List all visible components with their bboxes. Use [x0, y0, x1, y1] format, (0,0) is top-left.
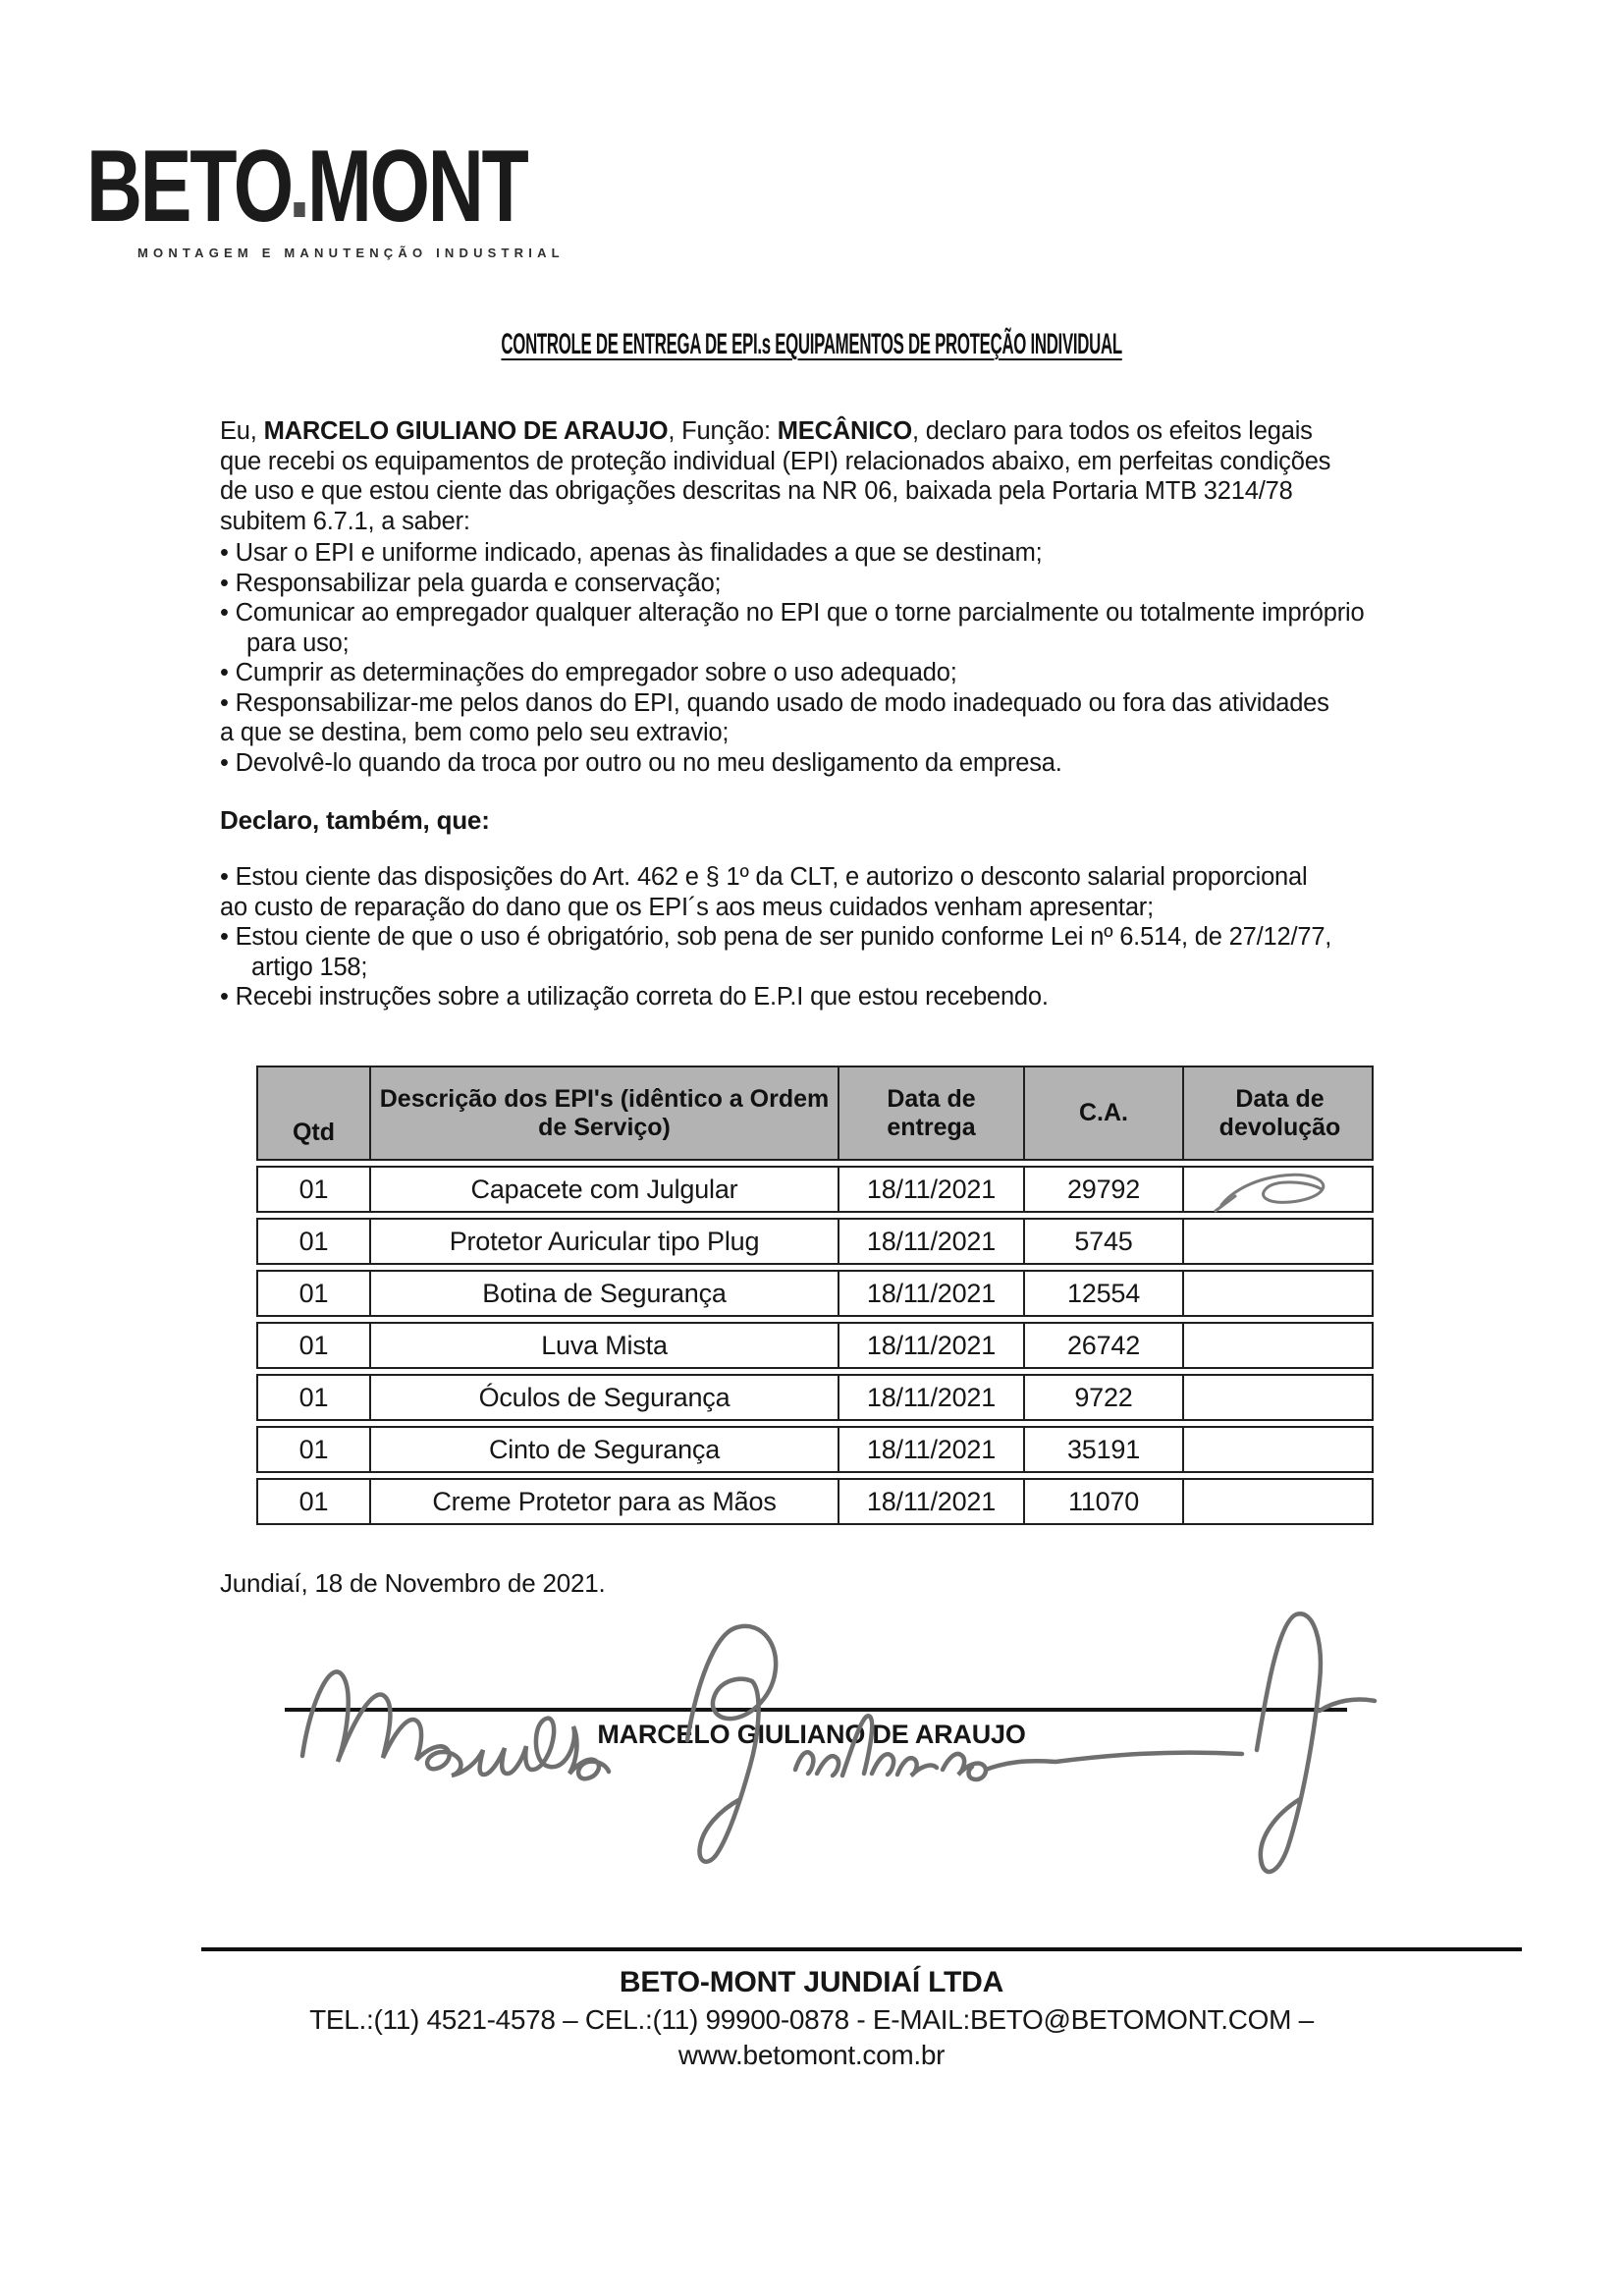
declaration-item-continuation: artigo 158; — [251, 953, 368, 981]
declaration-item: • Estou ciente das disposições do Art. 462 e § 1º da CLT, e autorizo o desconto salarial proporcional — [220, 863, 1308, 891]
cell-devolucao — [1184, 1220, 1376, 1263]
cell-devolucao — [1184, 1272, 1376, 1315]
cell-descricao: Protetor Auricular tipo Plug — [371, 1220, 839, 1263]
cell-entrega: 18/11/2021 — [839, 1220, 1025, 1263]
cell-descricao: Creme Protetor para as Mãos — [371, 1480, 839, 1523]
table-header-data-devolucao: Data de devolução — [1218, 1084, 1341, 1141]
cell-ca: 5745 — [1025, 1220, 1184, 1263]
cell-qtd: 01 — [258, 1324, 371, 1367]
declaration-item-continuation: ao custo de reparação do dano que os EPI´s aos meus cuidados venham apresentar; — [220, 893, 1154, 921]
cell-qtd: 01 — [258, 1376, 371, 1419]
intro-paragraph — [220, 416, 1330, 536]
obligation-item: • Responsabilizar pela guarda e conservação; — [220, 569, 722, 597]
cell-entrega: 18/11/2021 — [839, 1324, 1025, 1367]
obligation-item: • Usar o EPI e uniforme indicado, apenas às finalidades a que se destinam; — [220, 539, 1043, 567]
cell-qtd: 01 — [258, 1220, 371, 1263]
obligation-item: • Cumprir as determinações do empregador sobre o uso adequado; — [220, 659, 957, 686]
cell-devolucao — [1184, 1324, 1376, 1367]
intro-mid: , Função: — [668, 417, 778, 445]
cell-qtd: 01 — [258, 1428, 371, 1471]
table-header-descricao: Descrição dos EPI's (idêntico a Ordem de Serviço) — [371, 1067, 839, 1159]
footer-company: BETO-MONT JUNDIAÍ LTDA — [619, 1966, 1004, 1998]
table-header-data-entrega: Data de entrega — [839, 1067, 1025, 1159]
cell-ca: 11070 — [1025, 1480, 1184, 1523]
obligation-item: • Comunicar ao empregador qualquer alteração no EPI que o torne parcialmente ou totalmente impróprio — [220, 599, 1365, 627]
page-title: CONTROLE DE ENTREGA DE EPI.s EQUIPAMENTOS DE PROTEÇÃO INDIVIDUAL — [501, 328, 1122, 360]
cell-ca: 9722 — [1025, 1376, 1184, 1419]
footer-website: www.betomont.com.br — [677, 2040, 946, 2070]
cell-entrega: 18/11/2021 — [839, 1272, 1025, 1315]
intro-line-4: subitem 6.7.1, a saber: — [220, 507, 470, 535]
obligation-item: • Responsabilizar-me pelos danos do EPI, quando usado de modo inadequado ou fora das atividades — [220, 688, 1329, 717]
signature-name: MARCELO GIULIANO DE ARAUJO — [597, 1720, 1026, 1749]
cell-entrega: 18/11/2021 — [839, 1168, 1025, 1211]
cell-devolucao — [1184, 1168, 1376, 1211]
intro-pre: Eu, — [220, 417, 264, 445]
table-row — [256, 1322, 1374, 1369]
cell-entrega: 18/11/2021 — [839, 1480, 1025, 1523]
cell-qtd: 01 — [258, 1480, 371, 1523]
epi-table — [256, 1066, 1374, 1525]
cell-entrega: 18/11/2021 — [839, 1428, 1025, 1471]
table-header-qtd: Qtd — [258, 1067, 371, 1159]
logo-wordmark — [86, 130, 527, 244]
signature-image — [275, 1593, 1394, 1887]
logo-dot-icon — [294, 202, 304, 217]
logo-text-mont: MONT — [306, 130, 527, 244]
epi-table-header-row — [256, 1066, 1374, 1161]
logo-text-beto: BETO — [86, 130, 293, 244]
intro-line-3: de uso e que estou ciente das obrigações descritas na NR 06, baixada pela Portaria MTB 3214/78 — [220, 477, 1293, 505]
cell-descricao: Luva Mista — [371, 1324, 839, 1367]
cell-qtd: 01 — [258, 1272, 371, 1315]
cell-descricao: Botina de Segurança — [371, 1272, 839, 1315]
intro-line-1 — [220, 416, 1330, 447]
footer-contact: TEL.:(11) 4521-4578 – CEL.:(11) 99900-0878 - E-MAIL:BETO@BETOMONT.COM – — [309, 2004, 1314, 2035]
obligation-item-continuation: para uso; — [246, 629, 350, 657]
handwritten-check-scribble — [1212, 1168, 1349, 1213]
declaration-item: • Estou ciente de que o uso é obrigatório, sob pena de ser punido conforme Lei nº 6.514, de 27/12/77, — [220, 923, 1332, 951]
table-header-ca: C.A. — [1025, 1067, 1184, 1159]
cell-entrega: 18/11/2021 — [839, 1376, 1025, 1419]
cell-descricao: Óculos de Segurança — [371, 1376, 839, 1419]
company-logo — [86, 130, 666, 260]
cell-descricao: Cinto de Segurança — [371, 1428, 839, 1471]
obligation-item-continuation: a que se destina, bem como pelo seu extravio; — [220, 719, 730, 746]
table-row — [256, 1270, 1374, 1317]
table-row — [256, 1374, 1374, 1421]
declaration-item: • Recebi instruções sobre a utilização correta do E.P.I que estou recebendo. — [220, 983, 1049, 1011]
cell-ca: 26742 — [1025, 1324, 1184, 1367]
cell-ca: 12554 — [1025, 1272, 1184, 1315]
employee-role: MECÂNICO — [777, 417, 912, 445]
obligation-item: • Devolvê-lo quando da troca por outro ou no meu desligamento da empresa. — [220, 748, 1062, 777]
cell-ca: 29792 — [1025, 1168, 1184, 1211]
declarations-list — [220, 862, 1331, 1012]
table-row — [256, 1478, 1374, 1525]
cell-qtd: 01 — [258, 1168, 371, 1211]
intro-post: , declaro para todos os efeitos legais — [911, 417, 1313, 445]
obligations-list — [220, 538, 1364, 778]
table-row — [256, 1218, 1374, 1265]
declare-heading: Declaro, também, que: — [220, 805, 490, 835]
intro-line-2: que recebi os equipamentos de proteção individual (EPI) relacionados abaixo, em perfeitas condições — [220, 447, 1331, 475]
employee-name: MARCELO GIULIANO DE ARAUJO — [263, 417, 669, 445]
cell-descricao: Capacete com Julgular — [371, 1168, 839, 1211]
city-date-line: Jundiaí, 18 de Novembro de 2021. — [220, 1568, 606, 1598]
table-row — [256, 1426, 1374, 1473]
cell-ca: 35191 — [1025, 1428, 1184, 1471]
cell-devolucao — [1184, 1376, 1376, 1419]
cell-devolucao — [1184, 1480, 1376, 1523]
logo-tagline: MONTAGEM E MANUTENÇÃO INDUSTRIAL — [137, 246, 565, 260]
table-row — [256, 1166, 1374, 1213]
cell-devolucao — [1184, 1428, 1376, 1471]
footer-divider — [201, 1947, 1522, 1951]
